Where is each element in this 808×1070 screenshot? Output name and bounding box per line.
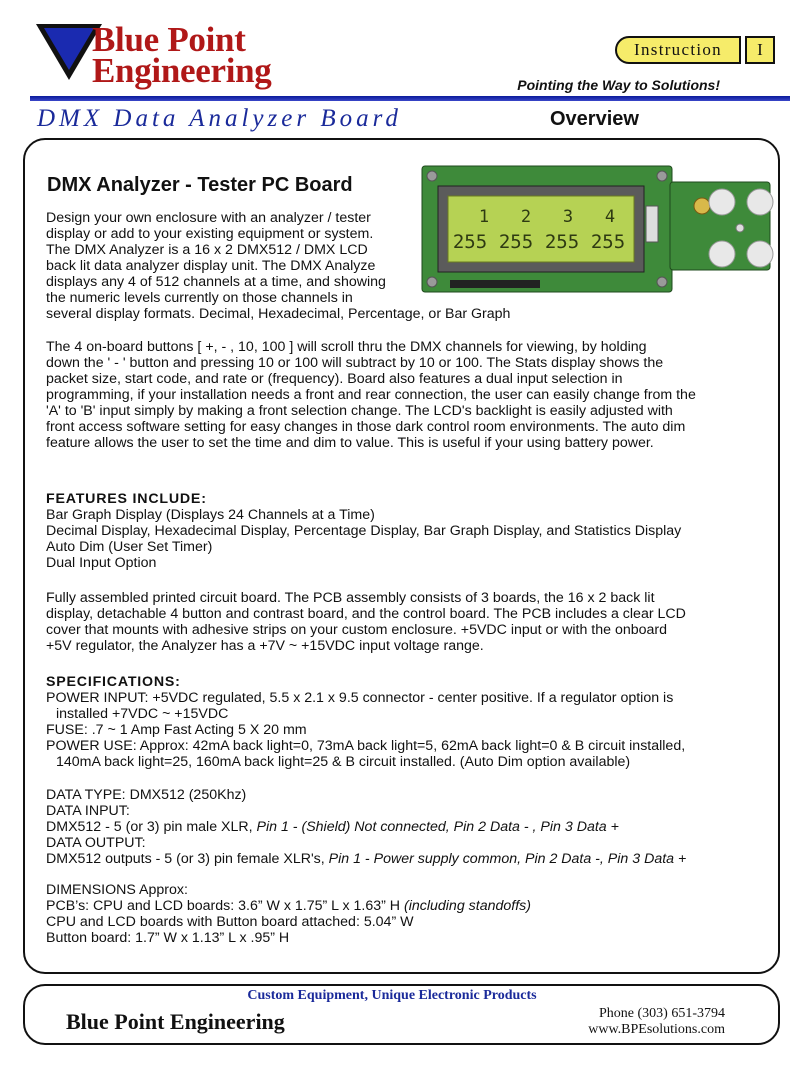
instruction-badge [615, 36, 775, 64]
description-line: feature allows the user to set the time and dim to value. This is useful if your using battery power. [46, 435, 654, 451]
data-input-pins: Pin 1 - (Shield) Not connected, Pin 2 Data - , Pin 3 Data + [256, 819, 619, 835]
footer-tagline: Custom Equipment, Unique Electronic Products [247, 988, 537, 1003]
data-input-label: DATA INPUT: [46, 803, 130, 819]
lcd-channel-3: 3 [562, 207, 574, 227]
lcd-channel-1: 1 [478, 207, 490, 227]
intro-paragraph [46, 210, 510, 322]
document-title: DMX Data Analyzer Board [37, 105, 402, 132]
dim-button: Button board: 1.7” W x 1.13” L x .95” H [46, 930, 290, 946]
header-divider [30, 96, 790, 101]
data-output-plain: DMX512 outputs - 5 (or 3) pin female XLR's, [46, 851, 329, 867]
intro-line: Design your own enclosure with an analyzer / tester [46, 210, 371, 226]
instruction-code: I [745, 36, 775, 64]
footer-contact [560, 1006, 725, 1038]
spec-power-use-cont: 140mA back light=25, 160mA back light=25 & B circuit installed. (Auto Dim option available) [56, 754, 631, 770]
data-type: DATA TYPE: DMX512 (250Khz) [46, 787, 247, 803]
description-paragraph [46, 339, 696, 451]
assembly-paragraph [46, 590, 686, 654]
data-specs-section [46, 787, 686, 867]
header-tagline: Pointing the Way to Solutions! [517, 77, 720, 93]
footer-phone: Phone (303) 651-3794 [599, 1006, 725, 1021]
assembly-line: display, detachable 4 button and contrast board, and the control board. The PCB includes a clear LCD [46, 606, 686, 622]
data-output-label: DATA OUTPUT: [46, 835, 146, 851]
lcd-channel-4: 4 [604, 207, 616, 227]
dimensions-heading: DIMENSIONS Approx: [46, 882, 188, 898]
company-logo [34, 18, 314, 98]
logo-line-1: Blue Point [92, 20, 246, 59]
dim-cpu-lcd: CPU and LCD boards with Button board attached: 5.04” W [46, 914, 414, 930]
lcd-level-4: 255 [590, 231, 626, 253]
instruction-label: Instruction [615, 36, 741, 64]
intro-line: display or add to your existing equipment or system. [46, 226, 374, 242]
assembly-line: cover that mounts with adhesive strips on your custom enclosure. +5VDC input or with the onboard [46, 622, 668, 638]
logo-wordmark [92, 20, 272, 90]
dim-pcb-note: (including standoffs) [403, 898, 531, 914]
lcd-channel-2: 2 [520, 207, 532, 227]
description-line: 'A' to 'B' input simply by making a front selection change. The LCD's backlight is easily adjusted with [46, 403, 673, 419]
spec-power-input: POWER INPUT: +5VDC regulated, 5.5 x 2.1 x 9.5 connector - center positive. If a regulator option is [46, 690, 674, 706]
feature-item: Bar Graph Display (Displays 24 Channels at a Time) [46, 507, 375, 523]
intro-line: several display formats. Decimal, Hexadecimal, Percentage, or Bar Graph [46, 306, 511, 322]
description-line: programming, if your installation needs a front and rear connection, the user can easily change from the [46, 387, 696, 403]
features-section [46, 491, 681, 571]
specifications-section [46, 674, 685, 770]
specifications-heading: SPECIFICATIONS: [46, 674, 181, 690]
description-line: The 4 on-board buttons [ +, - , 10, 100 ] will scroll thru the DMX channels for viewing, by holding [46, 339, 647, 355]
intro-line: back lit data analyzer display unit. The DMX Analyze [46, 258, 376, 274]
dim-pcb [46, 898, 531, 914]
description-line: down the ' - ' button and pressing 10 or 100 will subtract by 10 or 100. The Stats display shows the [46, 355, 664, 371]
section-title: Overview [550, 108, 639, 130]
product-title: DMX Analyzer - Tester PC Board [47, 174, 353, 196]
lcd-level-1: 255 [452, 231, 488, 253]
footer-website: www.BPEsolutions.com [588, 1022, 725, 1037]
features-heading: FEATURES INCLUDE: [46, 491, 207, 507]
data-input-plain: DMX512 - 5 (or 3) pin male XLR, [46, 819, 257, 835]
dimensions-section [46, 882, 531, 946]
footer-company: Blue Point Engineering [66, 1009, 285, 1034]
lcd-level-2: 255 [498, 231, 534, 253]
logo-line-2: Engineering [92, 51, 272, 90]
description-line: packet size, start code, and rate or (frequency). Board also features a dual input selection in [46, 371, 623, 387]
feature-item: Dual Input Option [46, 555, 157, 571]
assembly-line: Fully assembled printed circuit board. The PCB assembly consists of 3 boards, the 16 x 2 back lit [46, 590, 655, 606]
lcd-level-3: 255 [544, 231, 580, 253]
intro-line: the numeric levels currently on those channels in [46, 290, 353, 306]
feature-item: Decimal Display, Hexadecimal Display, Percentage Display, Bar Graph Display, and Statistics Display [46, 523, 682, 539]
assembly-line: +5V regulator, the Analyzer has a +7V ~ +15VDC input voltage range. [46, 638, 484, 654]
data-output-pins: Pin 1 - Power supply common, Pin 2 Data -, Pin 3 Data + [328, 851, 687, 867]
spec-fuse: FUSE: .7 ~ 1 Amp Fast Acting 5 X 20 mm [46, 722, 307, 738]
feature-item: Auto Dim (User Set Timer) [46, 539, 213, 555]
intro-line: displays any 4 of 512 channels at a time, and showing [46, 274, 386, 290]
data-output-detail [46, 851, 686, 867]
data-input-detail [46, 819, 686, 835]
dim-pcb-plain: PCB’s: CPU and LCD boards: 3.6” W x 1.75” L x 1.63” H [46, 898, 404, 914]
spec-power-input-cont: installed +7VDC ~ +15VDC [56, 706, 229, 722]
intro-line: The DMX Analyzer is a 16 x 2 DMX512 / DMX LCD [46, 242, 368, 258]
description-line: front access software setting for easy changes in those dark control room environments. The auto dim [46, 419, 686, 435]
spec-power-use: POWER USE: Approx: 42mA back light=0, 73mA back light=5, 62mA back light=0 & B circuit installed, [46, 738, 686, 754]
